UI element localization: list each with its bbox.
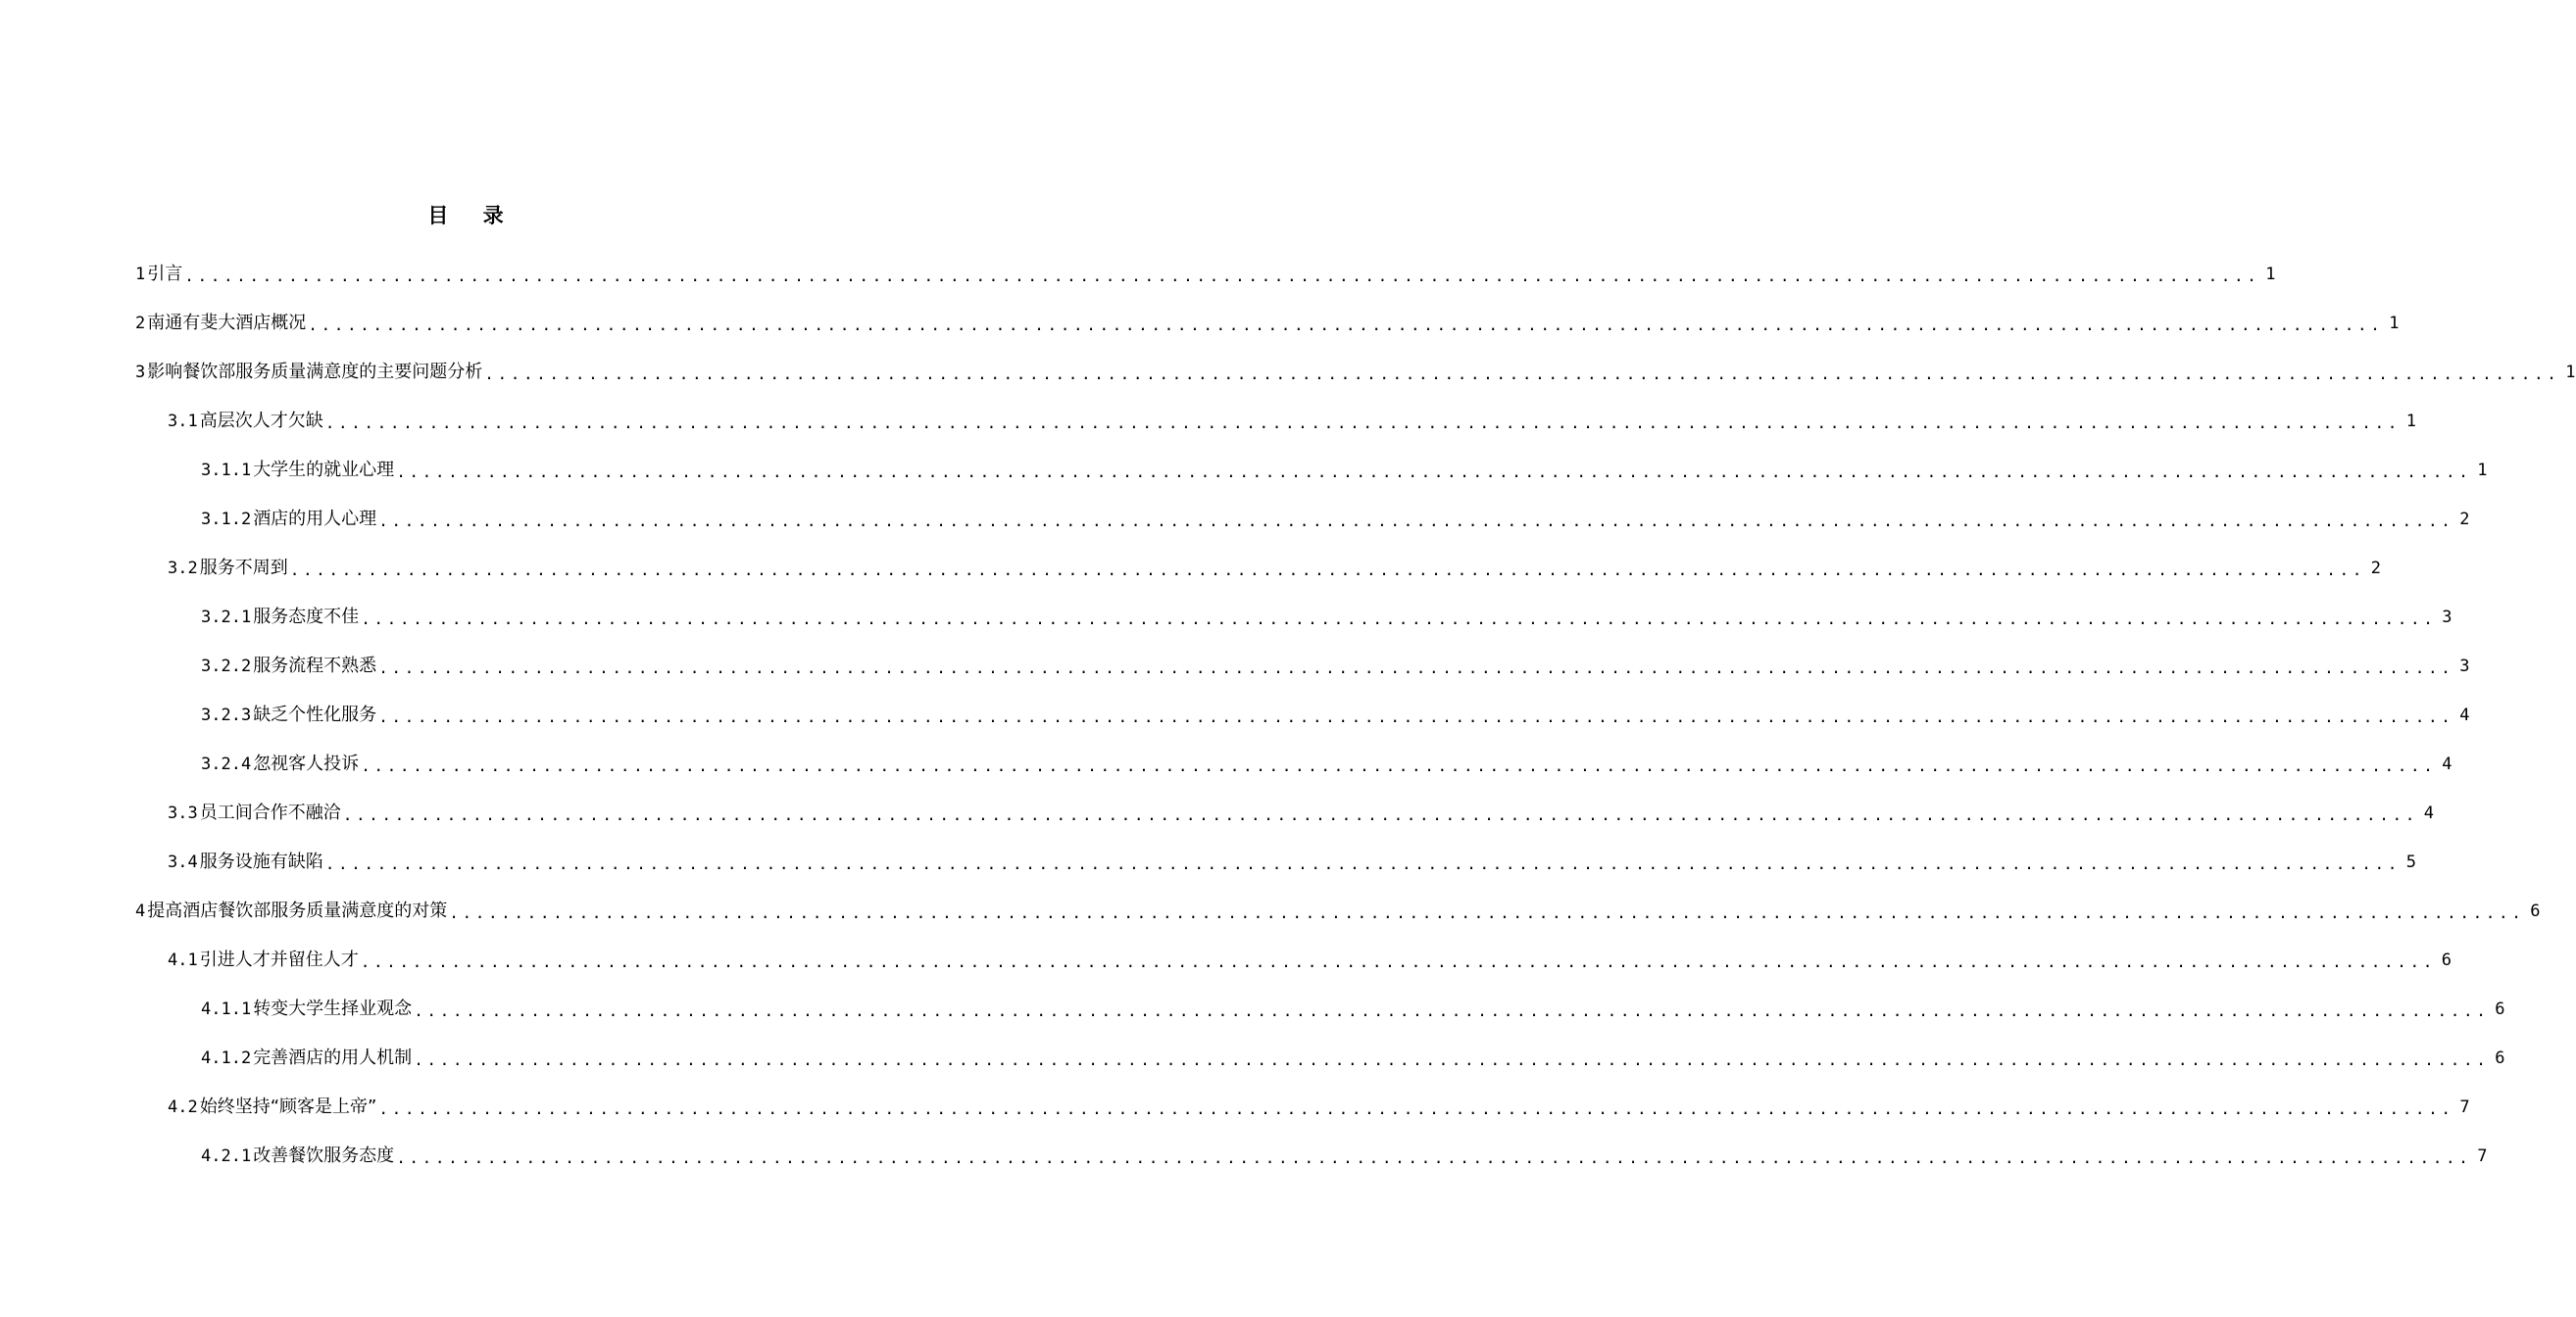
toc-entry-number: 3.4: [168, 853, 198, 872]
toc-entry[interactable]: [0, 397, 2416, 446]
toc-entry-page: 6: [2495, 1000, 2505, 1019]
toc-entry-number: 3.2.1: [201, 608, 252, 627]
toc-entry-page: 7: [2477, 1146, 2488, 1166]
toc-entry-text: 缺乏个性化服务: [253, 705, 377, 725]
toc-entry-number: 3.2.3: [201, 706, 252, 725]
toc-entry[interactable]: [0, 740, 2452, 789]
toc-entry-text: 引进人才并留住人才: [199, 950, 359, 970]
toc-leader-dots: ................................................................................................................................................................: [289, 561, 2365, 579]
toc-leader-dots: ................................................................................................................................................................: [378, 658, 2454, 677]
toc-entry-page: 4: [2459, 706, 2470, 725]
toc-entry-number: 4.1.2: [201, 1049, 252, 1068]
toc-entry-text: 高层次人才欠缺: [199, 411, 323, 431]
toc-leader-dots: ................................................................................................................................................................: [396, 463, 2472, 481]
toc-leader-dots: ................................................................................................................................................................: [378, 512, 2454, 530]
toc-entry-number: 3.3: [168, 804, 198, 823]
toc-entry[interactable]: [0, 789, 2434, 838]
toc-leader-dots: ................................................................................................................................................................: [184, 267, 2260, 285]
toc-entry-label: [135, 310, 306, 337]
toc-entry-text: 影响餐饮部服务质量满意度的主要问题分析: [147, 362, 483, 382]
toc-leader-dots: ................................................................................................................................................................: [324, 854, 2401, 873]
toc-entry[interactable]: [0, 1083, 2470, 1132]
toc-entry-number: 4.2: [168, 1098, 198, 1117]
toc-entry-label: [168, 849, 323, 876]
toc-leader-dots: ................................................................................................................................................................: [396, 1148, 2472, 1167]
toc-leader-dots: ................................................................................................................................................................: [414, 1050, 2490, 1069]
toc-entry[interactable]: [0, 446, 2488, 495]
toc-leader-dots: ................................................................................................................................................................: [449, 903, 2525, 922]
toc-entry-label: [168, 408, 323, 435]
toc-entry-label: [201, 653, 376, 680]
toc-entry-label: [168, 1094, 376, 1121]
toc-entry[interactable]: [0, 691, 2470, 740]
toc-entry[interactable]: [0, 495, 2470, 544]
toc-entry[interactable]: [0, 593, 2452, 642]
toc-entry[interactable]: [0, 838, 2416, 887]
toc-leader-dots: ................................................................................................................................................................: [361, 610, 2437, 628]
toc-entry-page: 1: [2265, 265, 2276, 284]
toc-entry[interactable]: [0, 936, 2452, 985]
toc-entry-number: 2: [135, 314, 146, 333]
toc-entry-label: [168, 947, 359, 974]
toc-entry-page: 6: [2441, 951, 2452, 970]
toc-entry-number: 3.1.2: [201, 510, 252, 529]
toc-entry-text: 转变大学生择业观念: [253, 999, 413, 1019]
toc-entry-number: 4.1.1: [201, 1000, 252, 1019]
toc-entry-text: 酒店的用人心理: [253, 509, 377, 529]
toc-entry-text: 大学生的就业心理: [253, 460, 395, 480]
toc-leader-dots: ................................................................................................................................................................: [308, 316, 2384, 334]
toc-list: [0, 250, 2576, 1181]
toc-leader-dots: ................................................................................................................................................................: [484, 365, 2560, 383]
toc-entry-number: 4.2.1: [201, 1146, 252, 1166]
toc-entry[interactable]: [0, 887, 2541, 936]
toc-entry-label: [135, 898, 447, 925]
toc-entry-text: 服务不周到: [199, 558, 288, 578]
toc-entry-page: 1: [2389, 314, 2400, 333]
toc-entry-page: 3: [2459, 657, 2470, 676]
toc-entry[interactable]: [0, 1034, 2505, 1083]
toc-entry-text: 完善酒店的用人机制: [253, 1048, 413, 1068]
toc-leader-dots: ................................................................................................................................................................: [342, 805, 2418, 824]
toc-leader-dots: ................................................................................................................................................................: [360, 952, 2436, 971]
toc-entry-label: [168, 555, 288, 582]
toc-entry-page: 1: [2565, 363, 2576, 382]
toc-entry-page: 2: [2370, 559, 2381, 578]
toc-entry-label: [168, 800, 341, 827]
toc-entry-label: [201, 1045, 412, 1072]
toc-entry-label: [201, 506, 376, 533]
toc-entry-page: 2: [2459, 510, 2470, 529]
toc-entry-page: 4: [2442, 755, 2452, 774]
toc-entry-text: 引言: [147, 264, 183, 284]
toc-entry[interactable]: [0, 299, 2400, 348]
toc-entry-text: 员工间合作不融洽: [199, 803, 341, 823]
toc-leader-dots: ................................................................................................................................................................: [324, 414, 2401, 432]
toc-entry[interactable]: [0, 544, 2381, 593]
toc-entry-label: [201, 996, 412, 1023]
toc-entry-label: [201, 1143, 394, 1170]
toc-entry-label: [201, 751, 359, 778]
toc-leader-dots: ................................................................................................................................................................: [414, 1001, 2490, 1020]
toc-entry-text: 始终坚持“顾客是上帝”: [199, 1097, 377, 1117]
toc-entry-page: 6: [2530, 902, 2541, 921]
toc-entry-number: 1: [135, 265, 146, 284]
toc-entry[interactable]: [0, 985, 2505, 1034]
toc-entry-number: 3: [135, 363, 146, 382]
toc-entry-page: 6: [2495, 1049, 2505, 1068]
toc-entry-page: 7: [2459, 1098, 2470, 1117]
toc-entry[interactable]: [0, 642, 2470, 691]
toc-entry-label: [135, 261, 182, 288]
toc-entry-number: 4.1: [168, 951, 198, 970]
toc-entry-page: 1: [2477, 461, 2488, 480]
toc-entry-page: 3: [2442, 608, 2452, 627]
toc-entry-text: 服务设施有缺陷: [199, 852, 323, 872]
toc-entry-page: 1: [2405, 412, 2416, 431]
toc-entry[interactable]: [0, 1132, 2488, 1181]
toc-entry-text: 服务流程不熟悉: [253, 656, 377, 676]
toc-entry-label: [201, 457, 394, 484]
toc-entry-number: 3.1: [168, 412, 198, 431]
toc-entry-text: 提高酒店餐饮部服务质量满意度的对策: [147, 901, 448, 921]
toc-entry-page: 4: [2423, 804, 2434, 823]
toc-entry-text: 忽视客人投诉: [253, 754, 360, 774]
toc-entry-number: 3.1.1: [201, 461, 252, 480]
toc-entry-text: 改善餐饮服务态度: [253, 1146, 395, 1166]
toc-entry-label: [201, 702, 376, 729]
toc-title: 目 录: [427, 203, 518, 227]
toc-entry-number: 4: [135, 902, 146, 921]
toc-leader-dots: ................................................................................................................................................................: [378, 1099, 2454, 1118]
toc-entry-label: [135, 359, 482, 386]
toc-entry-number: 3.2: [168, 559, 198, 578]
toc-entry-text: 服务态度不佳: [253, 607, 360, 627]
toc-entry-label: [201, 604, 359, 631]
toc-entry-number: 3.2.2: [201, 657, 252, 676]
toc-entry[interactable]: [0, 250, 2276, 299]
toc-entry-number: 3.2.4: [201, 755, 252, 774]
toc-entry-text: 南通有斐大酒店概况: [147, 313, 307, 333]
toc-entry[interactable]: [0, 348, 2576, 397]
toc-entry-page: 5: [2405, 853, 2416, 872]
toc-leader-dots: ................................................................................................................................................................: [378, 707, 2454, 726]
toc-leader-dots: ................................................................................................................................................................: [361, 756, 2437, 775]
